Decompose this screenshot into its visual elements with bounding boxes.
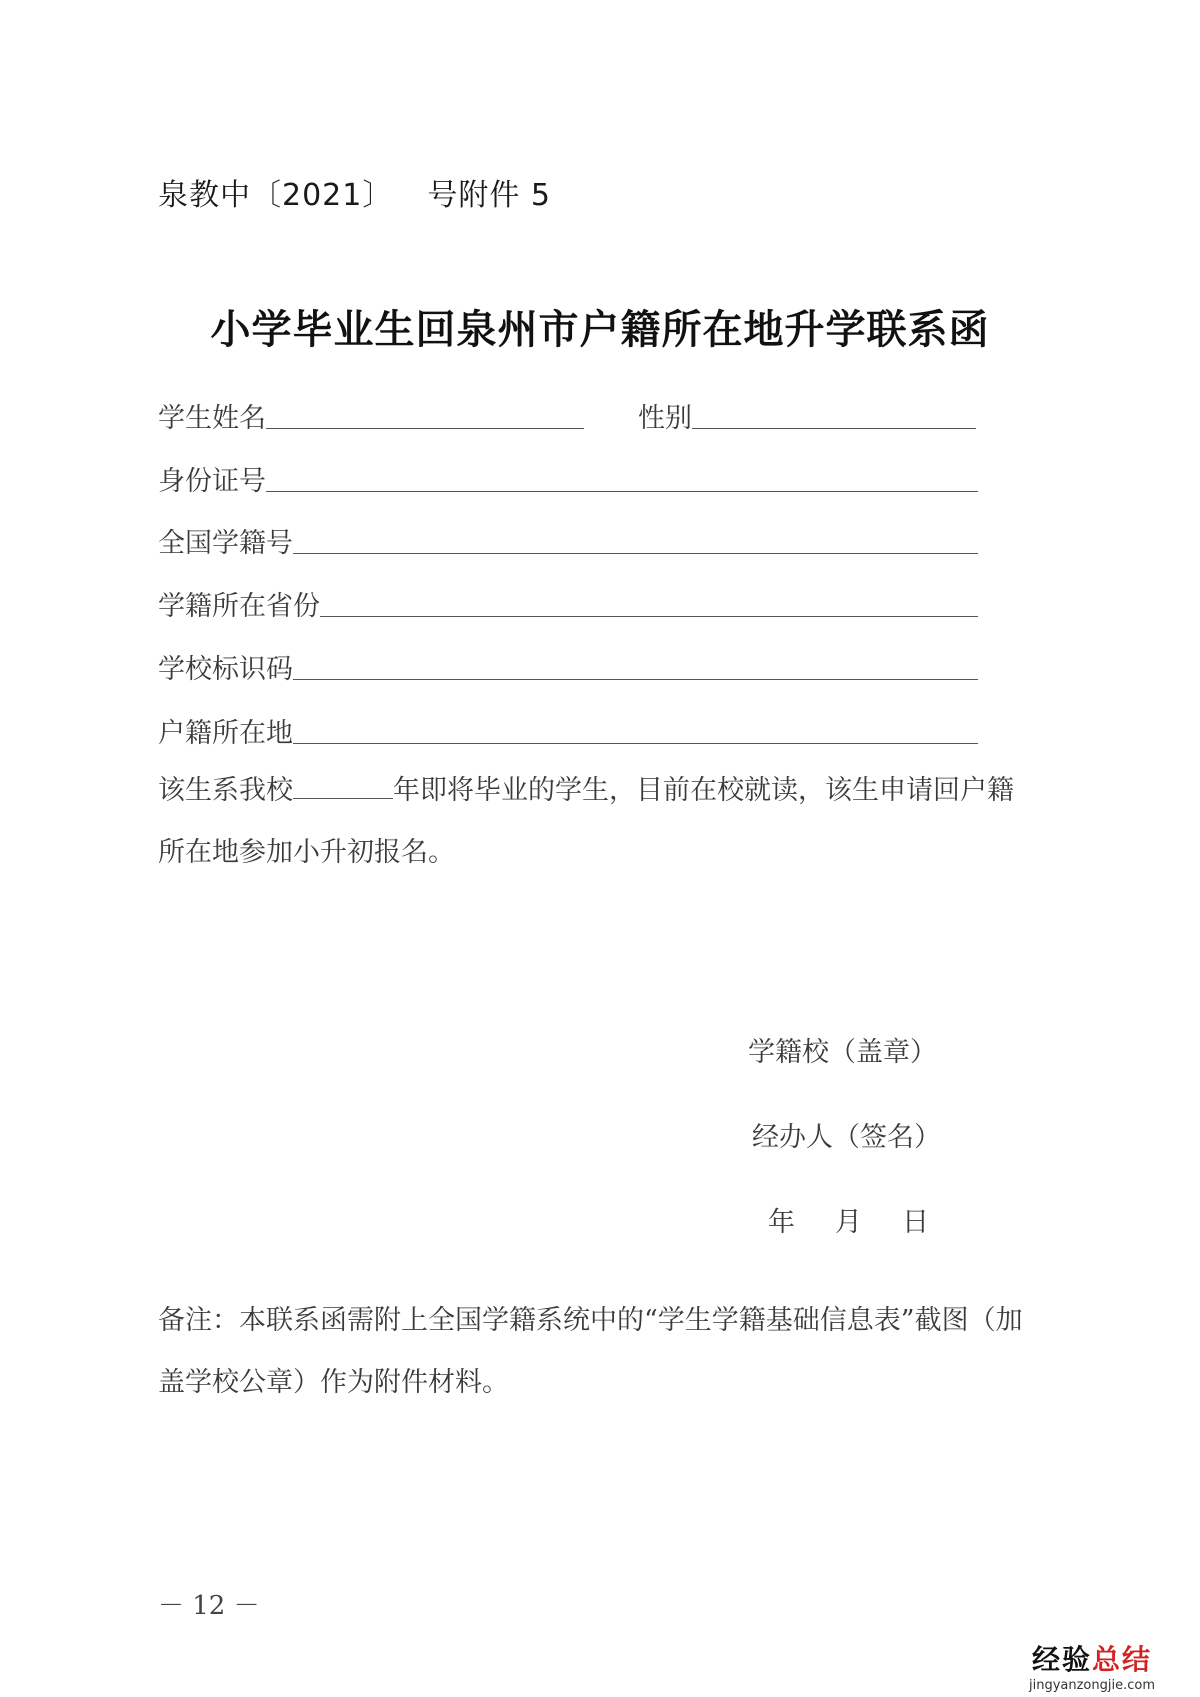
field-enrollment-province: [158, 583, 978, 623]
page-number: － 12 －: [158, 1591, 260, 1621]
doc-number-suffix: 号附件 5: [427, 178, 551, 213]
document-number: [158, 170, 551, 214]
field-household-location: [158, 710, 978, 750]
field-label: 身份证号: [158, 466, 266, 497]
field-label: 学籍所在省份: [158, 591, 320, 622]
date-line: [768, 1200, 969, 1239]
date-month: 月: [835, 1207, 862, 1238]
statement-paragraph: [158, 760, 1088, 884]
statement-line-2: 所在地参加小升初报名。: [158, 837, 455, 868]
date-year: 年: [768, 1207, 795, 1238]
gender-input-line[interactable]: [692, 428, 976, 429]
id-number-input-line[interactable]: [266, 491, 978, 492]
student-name-input-line[interactable]: [266, 428, 584, 429]
household-location-input-line[interactable]: [293, 743, 978, 744]
note-line-2: 盖学校公章）作为附件材料。: [158, 1367, 509, 1398]
enrollment-province-input-line[interactable]: [320, 616, 978, 617]
note-paragraph: [158, 1290, 1088, 1414]
field-label: 户籍所在地: [158, 718, 293, 749]
site-watermark-logo: [1012, 1638, 1172, 1693]
field-id-number: [158, 458, 978, 498]
field-label: 学生姓名: [158, 403, 266, 434]
field-national-student-id: [158, 520, 978, 560]
doc-number-prefix: 泉教中〔2021〕: [158, 178, 394, 213]
field-label: 全国学籍号: [158, 528, 293, 559]
watermark-brand: 经验总结: [1031, 1643, 1153, 1676]
note-line-1: 备注：本联系函需附上全国学籍系统中的“学生学籍基础信息表”截图（加: [158, 1305, 1023, 1336]
handler-signature-label: 经办人（签名）: [752, 1122, 941, 1153]
page-title: 小学毕业生回泉州市户籍所在地升学联系函: [210, 306, 990, 353]
watermark-site: jingyanzongjie.com: [1028, 1678, 1155, 1693]
graduation-year-blank[interactable]: [293, 776, 393, 799]
national-student-id-input-line[interactable]: [293, 553, 978, 554]
date-day: 日: [902, 1207, 929, 1238]
field-student-name: [158, 395, 584, 435]
field-label: 性别: [638, 403, 692, 434]
field-label: 学校标识码: [158, 654, 293, 685]
school-code-input-line[interactable]: [293, 679, 978, 680]
field-school-code: [158, 646, 978, 686]
field-gender: [638, 395, 976, 435]
school-seal-label: 学籍校（盖章）: [748, 1037, 937, 1068]
statement-line-1: 该生系我校 年即将毕业的学生，目前在校就读，该生申请回户籍: [158, 775, 1014, 806]
